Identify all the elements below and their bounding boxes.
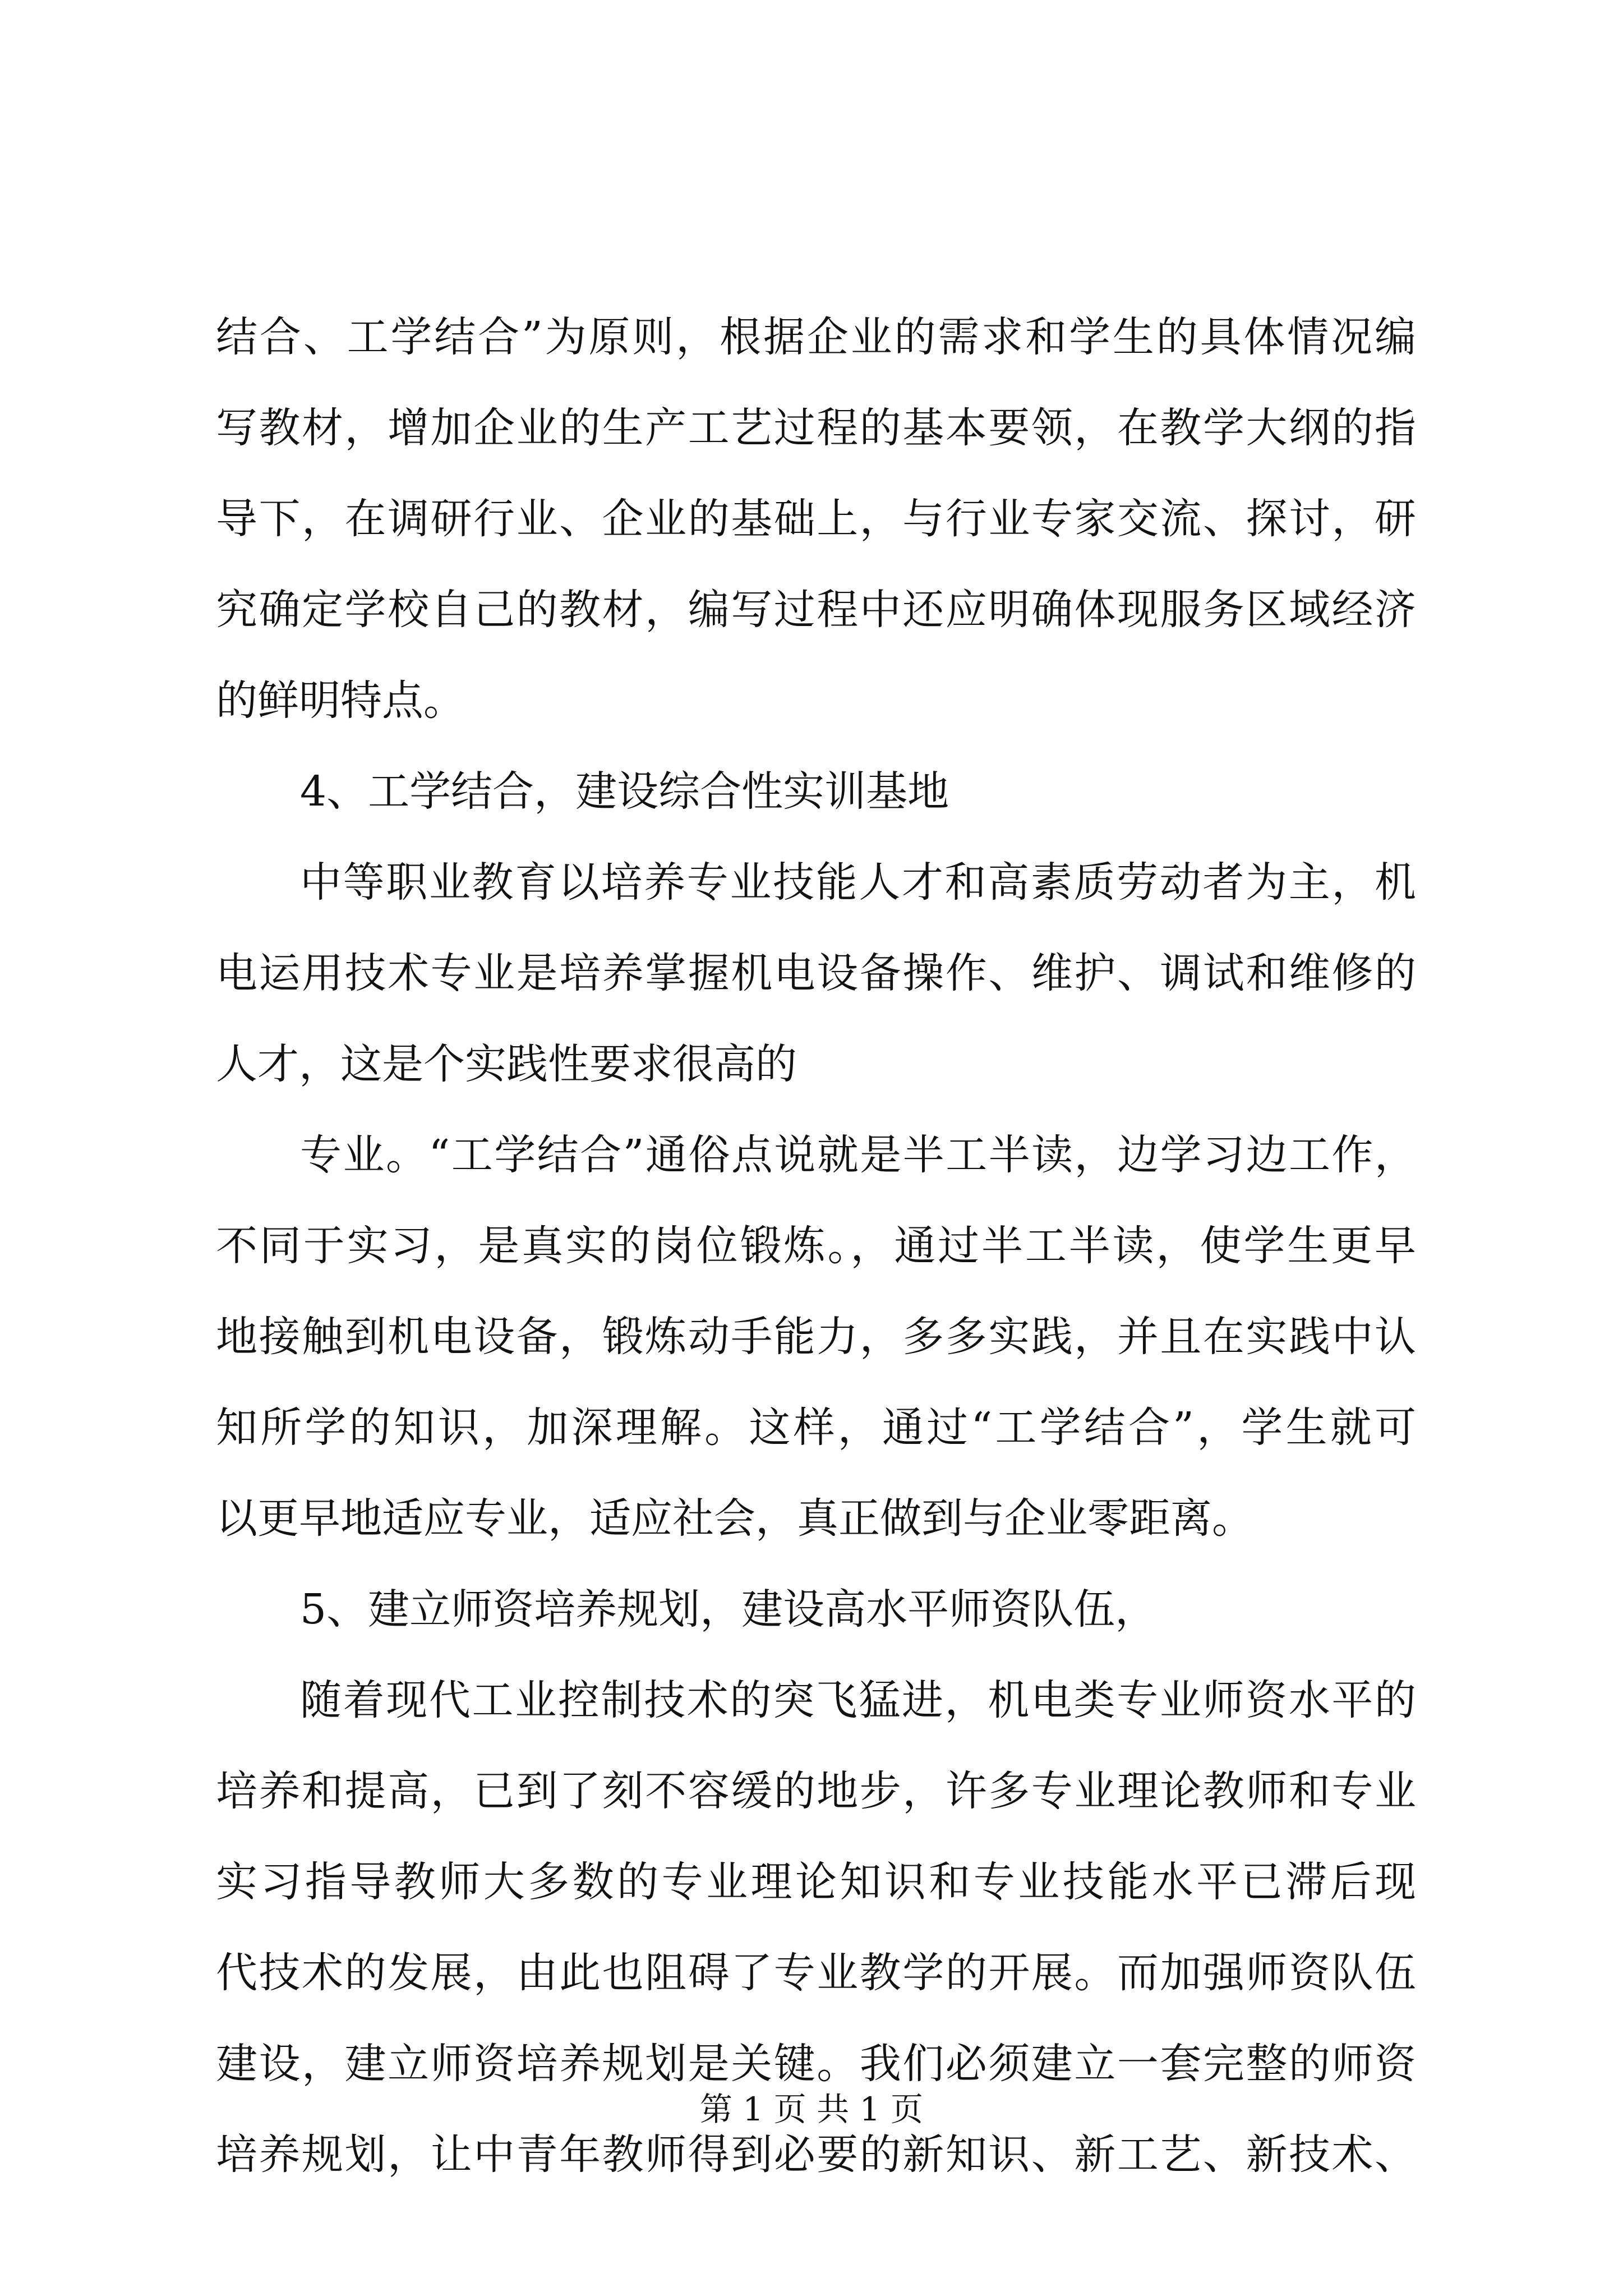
section-heading: 4、工学结合，建设综合性实训基地 <box>300 767 949 816</box>
page-number-footer: 第 1 页 共 1 页 <box>700 2090 923 2128</box>
text-line: 人才，这是个实践性要求很高的 <box>216 1040 797 1088</box>
text-line: 实习指导教师大多数的专业理论知识和专业技能水平已滞后现 <box>216 1858 1416 1906</box>
text-line: 写教材，增加企业的生产工艺过程的基本要领，在教学大纲的指 <box>216 404 1416 452</box>
text-line: 培养规划，让中青年教师得到必要的新知识、新工艺、新技术、 <box>216 2131 1416 2179</box>
text-line: 中等职业教育以培养专业技能人才和高素质劳动者为主，机 <box>300 858 1416 907</box>
text-line: 不同于实习，是真实的岗位锻炼。，通过半工半读，使学生更早 <box>216 1222 1416 1270</box>
text-line: 培养和提高，已到了刻不容缓的地步，许多专业理论教师和专业 <box>216 1767 1416 1815</box>
section-heading: 5、建立师资培养规划，建设高水平师资队伍， <box>300 1585 1157 1634</box>
text-line: 的鲜明特点。 <box>216 677 465 725</box>
text-line: 随着现代工业控制技术的突飞猛进，机电类专业师资水平的 <box>300 1676 1416 1724</box>
text-line: 结合、工学结合”为原则，根据企业的需求和学生的具体情况编 <box>216 313 1416 361</box>
text-line: 知所学的知识，加深理解。这样，通过“工学结合”，学生就可 <box>216 1404 1416 1452</box>
text-line: 以更早地适应专业，适应社会，真正做到与企业零距离。 <box>216 1494 1253 1543</box>
text-line: 电运用技术专业是培养掌握机电设备操作、维护、调试和维修的 <box>216 949 1416 997</box>
text-line: 专业。“工学结合”通俗点说就是半工半读，边学习边工作， <box>300 1131 1416 1179</box>
text-line: 地接触到机电设备，锻炼动手能力，多多实践，并且在实践中认 <box>216 1313 1416 1361</box>
document-body <box>216 292 1416 2200</box>
text-line: 究确定学校自己的教材，编写过程中还应明确体现服务区域经济 <box>216 586 1416 634</box>
text-line: 建设，建立师资培养规划是关键。我们必须建立一套完整的师资 <box>216 2040 1416 2088</box>
text-line: 代技术的发展，由此也阻碍了专业教学的开展。而加强师资队伍 <box>216 1949 1416 1997</box>
text-line: 导下，在调研行业、企业的基础上，与行业专家交流、探讨，研 <box>216 495 1416 543</box>
